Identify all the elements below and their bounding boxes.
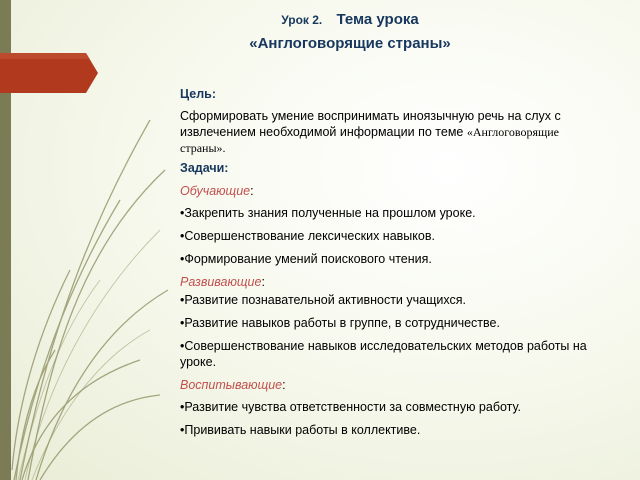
goal-text — [180, 108, 600, 156]
lesson-number: Урок 2. — [281, 13, 323, 27]
topic-name: «Англоговорящие страны» — [249, 35, 451, 52]
title-ribbon — [0, 51, 98, 95]
group-label-teaching: Обучающие: — [180, 184, 254, 198]
list-item: •Совершенствование лексических навыков. — [180, 229, 435, 243]
list-item: •Формирование умений поискового чтения. — [180, 252, 432, 266]
goal-heading: Цель: — [180, 87, 217, 101]
list-item: •Развитие познавательной активности учащихся. — [180, 293, 466, 307]
slide-title — [180, 10, 520, 55]
list-item: •Совершенствование навыков исследовательских методов работы на уроке. — [180, 339, 587, 369]
list-item: •Прививать навыки работы в коллективе. — [180, 423, 421, 437]
tasks-heading: Задачи: — [180, 161, 229, 175]
list-item: •Закрепить знания полученные на прошлом уроке. — [180, 206, 476, 220]
group-label-upbringing: Воспитывающие: — [180, 378, 286, 392]
slide-content — [180, 86, 600, 438]
group-label-developing: Развивающие: — [180, 275, 265, 289]
list-item: •Развитие чувства ответственности за совместную работу. — [180, 400, 521, 414]
goal-text-body: Сформировать умение воспринимать иноязычную речь на слух с извлечением необходимой информации по теме — [180, 109, 561, 139]
group-label-developing-text: Развивающие — [180, 275, 262, 289]
topic-label: Тема урока — [336, 11, 419, 28]
goal-topic: «Англоговорящие страны». — [180, 125, 559, 155]
list-item: •Развитие навыков работы в группе, в сотрудничестве. — [180, 316, 500, 330]
group-label-upbringing-text: Воспитывающие — [180, 378, 283, 392]
group-label-teaching-text: Обучающие — [180, 184, 251, 198]
